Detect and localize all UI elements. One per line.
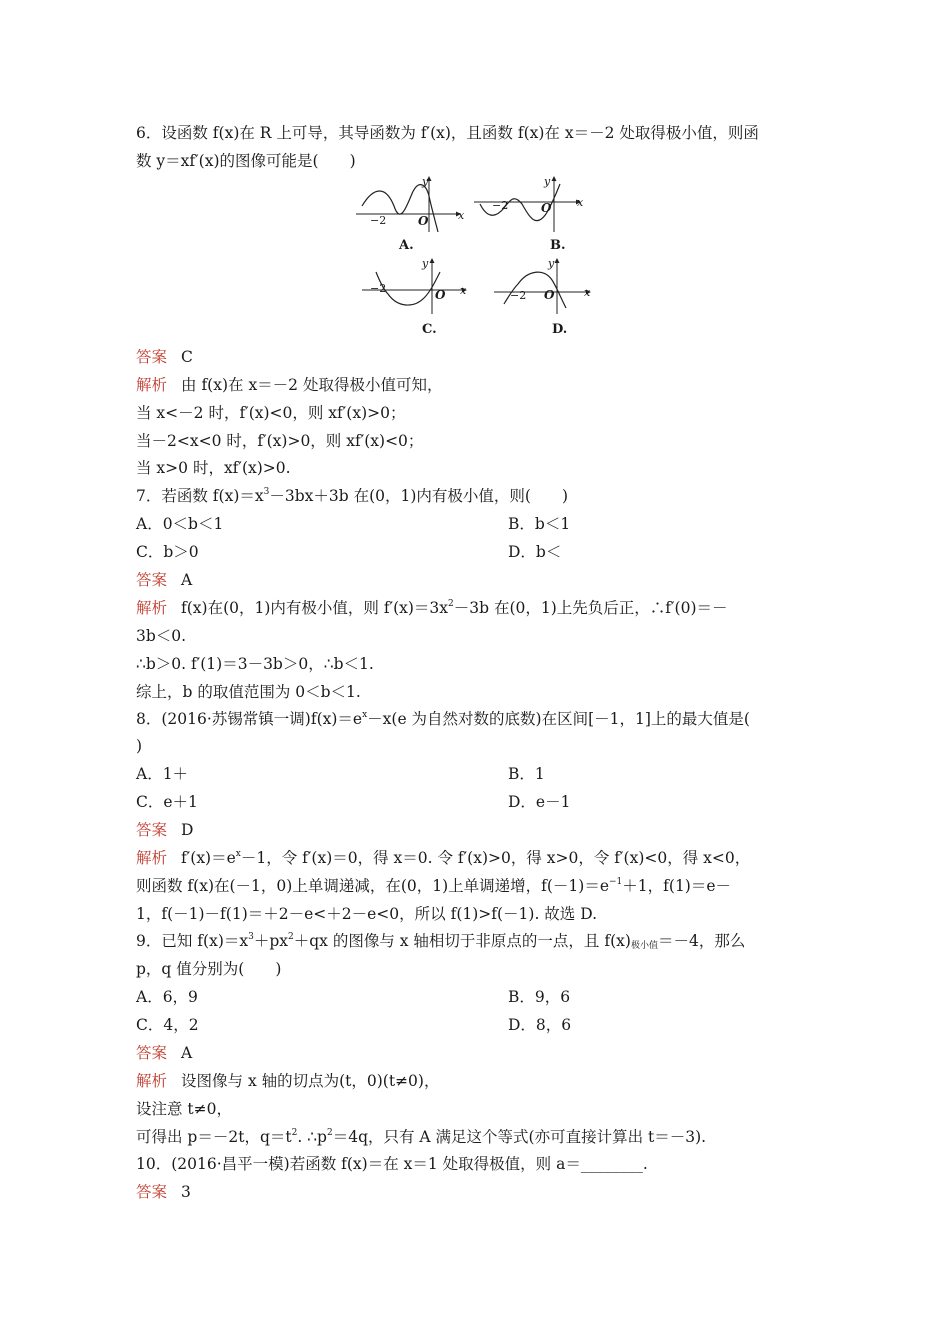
- q8-stem-b: －x(e 为自然对数的底数)在区间[－1，1]上的最大值是(: [367, 710, 750, 728]
- analysis-text: . ∴p: [297, 1128, 327, 1146]
- origin-label: O: [541, 201, 552, 215]
- q6-graph-d: [494, 257, 604, 337]
- sup: 3: [248, 932, 254, 942]
- q9-stem: [136, 930, 745, 952]
- analysis-text: －3b 在(0，1)上先负后正，∴f′(0)＝－: [453, 599, 728, 617]
- q9-stem-line2: p，q 值分别为( ): [136, 960, 282, 978]
- q6-graph-b: [474, 175, 584, 253]
- sup: x: [362, 710, 368, 720]
- graph-b-label: B.: [550, 238, 566, 253]
- sup: 2: [326, 1128, 333, 1138]
- analysis-text: ＝4q，只有 A 满足这个等式(亦可直接计算出 t＝－3).: [332, 1128, 707, 1146]
- graph-b-svg: [474, 176, 584, 236]
- answer-tag: 答案: [136, 1183, 168, 1201]
- q8-answer: [136, 819, 193, 841]
- q7-stem-a: 7．若函数 f(x)＝x: [136, 487, 264, 505]
- q8-stem-line2: ): [136, 737, 143, 755]
- analysis-tag: 解析: [136, 1072, 168, 1090]
- q8-stem: [136, 708, 750, 730]
- q7-option-a: A．0＜b＜1: [136, 515, 224, 533]
- x-label: x: [584, 286, 591, 299]
- q7-analysis-2: 3b＜0.: [136, 627, 187, 645]
- q8-option-d: D．e－1: [508, 793, 571, 811]
- q6-analysis-2: 当 x<－2 时，f′(x)<0，则 xf′(x)>0；: [136, 404, 406, 422]
- q9-option-c: C．4，2: [136, 1016, 199, 1034]
- analysis-text: 由 f(x)在 x＝－2 处取得极小值可知，: [181, 376, 443, 394]
- analysis-text: f′(x)＝e: [181, 849, 236, 867]
- q7-option-b: B．b＜1: [508, 515, 571, 533]
- graph-a-label: A.: [399, 238, 414, 253]
- q7-analysis-4: 综上，b 的取值范围为 0＜b＜1.: [136, 683, 361, 701]
- origin-label: O: [544, 288, 555, 302]
- y-label: y: [422, 257, 429, 270]
- answer-tag: 答案: [136, 821, 168, 839]
- analysis-text: 则函数 f(x)在(－1，0)上单调递减，在(0，1)上单调递增，f(－1)＝e: [136, 877, 610, 895]
- analysis-text: f(x)在(0，1)内有极小值，则 f′(x)＝3x: [181, 599, 449, 617]
- analysis-text: 可得出 p＝－2t，q＝t: [136, 1128, 292, 1146]
- q10-answer: [136, 1181, 191, 1203]
- analysis-text: ＋1，f(1)＝e－: [622, 877, 732, 895]
- q8-stem-a: 8．(2016·苏锡常镇一调)f(x)＝e: [136, 710, 363, 728]
- q8-analysis-3: 1，f(－1)－f(1)＝＋2－e<＋2－e<0，所以 f(1)>f(－1). 故选 D.: [136, 905, 598, 923]
- sup: x: [235, 849, 241, 859]
- origin-label: O: [435, 288, 446, 302]
- tick-label: −2: [370, 282, 387, 295]
- sup: 2: [448, 599, 454, 609]
- analysis-text: －1，令 f′(x)＝0，得 x＝0. 令 f′(x)>0，得 x>0，令 f′(x)<0，得 x<0，: [240, 849, 751, 867]
- y-axis-arrow: [430, 258, 435, 263]
- tick-label: −2: [510, 289, 527, 302]
- y-label: y: [544, 175, 551, 188]
- q6-analysis-4: 当 x>0 时，xf′(x)>0.: [136, 459, 291, 477]
- sub: 极小值: [630, 941, 658, 951]
- y-label: y: [422, 175, 429, 188]
- q7-option-d: D．b＜: [508, 543, 562, 561]
- q9-stem-b: ＋px: [253, 932, 289, 950]
- q6-graph-c: [362, 257, 472, 337]
- answer-tag: 答案: [136, 1044, 168, 1062]
- answer-value: A: [181, 1044, 193, 1062]
- analysis-tag: 解析: [136, 599, 168, 617]
- q6-answer: [136, 346, 193, 368]
- answer-value: A: [181, 571, 193, 589]
- q9-analysis-2: 设注意 t≠0，: [136, 1100, 233, 1118]
- q9-stem-a: 9．已知 f(x)＝x: [136, 932, 249, 950]
- x-label: x: [460, 284, 467, 297]
- q6-stem-line1: 6．设函数 f(x)在 R 上可导，其导函数为 f′(x)，且函数 f(x)在 x＝－2 处取得极小值，则函: [136, 124, 759, 142]
- q9-option-a: A．6，9: [136, 988, 198, 1006]
- q7-analysis-3: ∴b＞0. f′(1)＝3－3b＞0，∴b＜1.: [136, 655, 374, 673]
- q9-option-b: B．9，6: [508, 988, 571, 1006]
- analysis-tag: 解析: [136, 376, 168, 394]
- analysis-tag: 解析: [136, 849, 168, 867]
- tick-label: −2: [492, 199, 509, 212]
- answer-value: C: [181, 348, 193, 366]
- q7-analysis-1: [136, 597, 728, 619]
- tick-label: −2: [370, 214, 387, 227]
- q7-stem: [136, 485, 568, 507]
- q6-graph-a: [356, 175, 466, 253]
- q6-analysis-3: 当－2<x<0 时，f′(x)>0，则 xf′(x)<0；: [136, 432, 424, 450]
- x-label: x: [577, 196, 584, 209]
- x-label: x: [458, 209, 465, 222]
- q6-analysis-1: [136, 374, 442, 396]
- q10-stem: 10．(2016·昌平一模)若函数 f(x)＝在 x＝1 处取得极值，则 a＝________.: [136, 1155, 648, 1173]
- answer-tag: 答案: [136, 571, 168, 589]
- q7-answer: [136, 569, 192, 591]
- graph-a-svg: [356, 176, 466, 236]
- q8-analysis-1: [136, 847, 750, 869]
- q7-option-c: C．b＞0: [136, 543, 199, 561]
- answer-value: D: [181, 821, 194, 839]
- q9-option-d: D．8，6: [508, 1016, 572, 1034]
- q9-analysis-1: [136, 1070, 439, 1092]
- sup: 3: [263, 487, 270, 497]
- graph-d-label: D.: [552, 322, 568, 337]
- y-axis-arrow: [555, 258, 560, 263]
- q8-analysis-2: [136, 875, 731, 897]
- q8-option-a: A．1＋: [136, 765, 189, 783]
- answer-tag: 答案: [136, 348, 168, 366]
- origin-label: O: [418, 214, 429, 228]
- q9-analysis-3: [136, 1126, 706, 1148]
- y-axis-arrow: [552, 176, 557, 181]
- sup: 2: [291, 1128, 298, 1138]
- q8-option-b: B．1: [508, 765, 545, 783]
- q9-answer: [136, 1042, 192, 1064]
- answer-value: 3: [181, 1183, 191, 1201]
- q9-stem-d: ＝－4，那么: [657, 932, 746, 950]
- q6-stem-line2: 数 y＝xf′(x)的图像可能是( ): [136, 152, 356, 170]
- sup: −1: [609, 877, 623, 887]
- q9-stem-c: ＋qx 的图像与 x 轴相切于非原点的一点，且 f(x): [293, 932, 631, 950]
- sup: 2: [288, 932, 294, 942]
- y-label: y: [548, 257, 555, 270]
- q8-option-c: C．e＋1: [136, 793, 198, 811]
- analysis-text: 设图像与 x 轴的切点为(t，0)(t≠0)，: [181, 1072, 440, 1090]
- q7-stem-b: －3bx＋3b 在(0，1)内有极小值，则( ): [269, 487, 568, 505]
- graph-c-label: C.: [422, 322, 437, 337]
